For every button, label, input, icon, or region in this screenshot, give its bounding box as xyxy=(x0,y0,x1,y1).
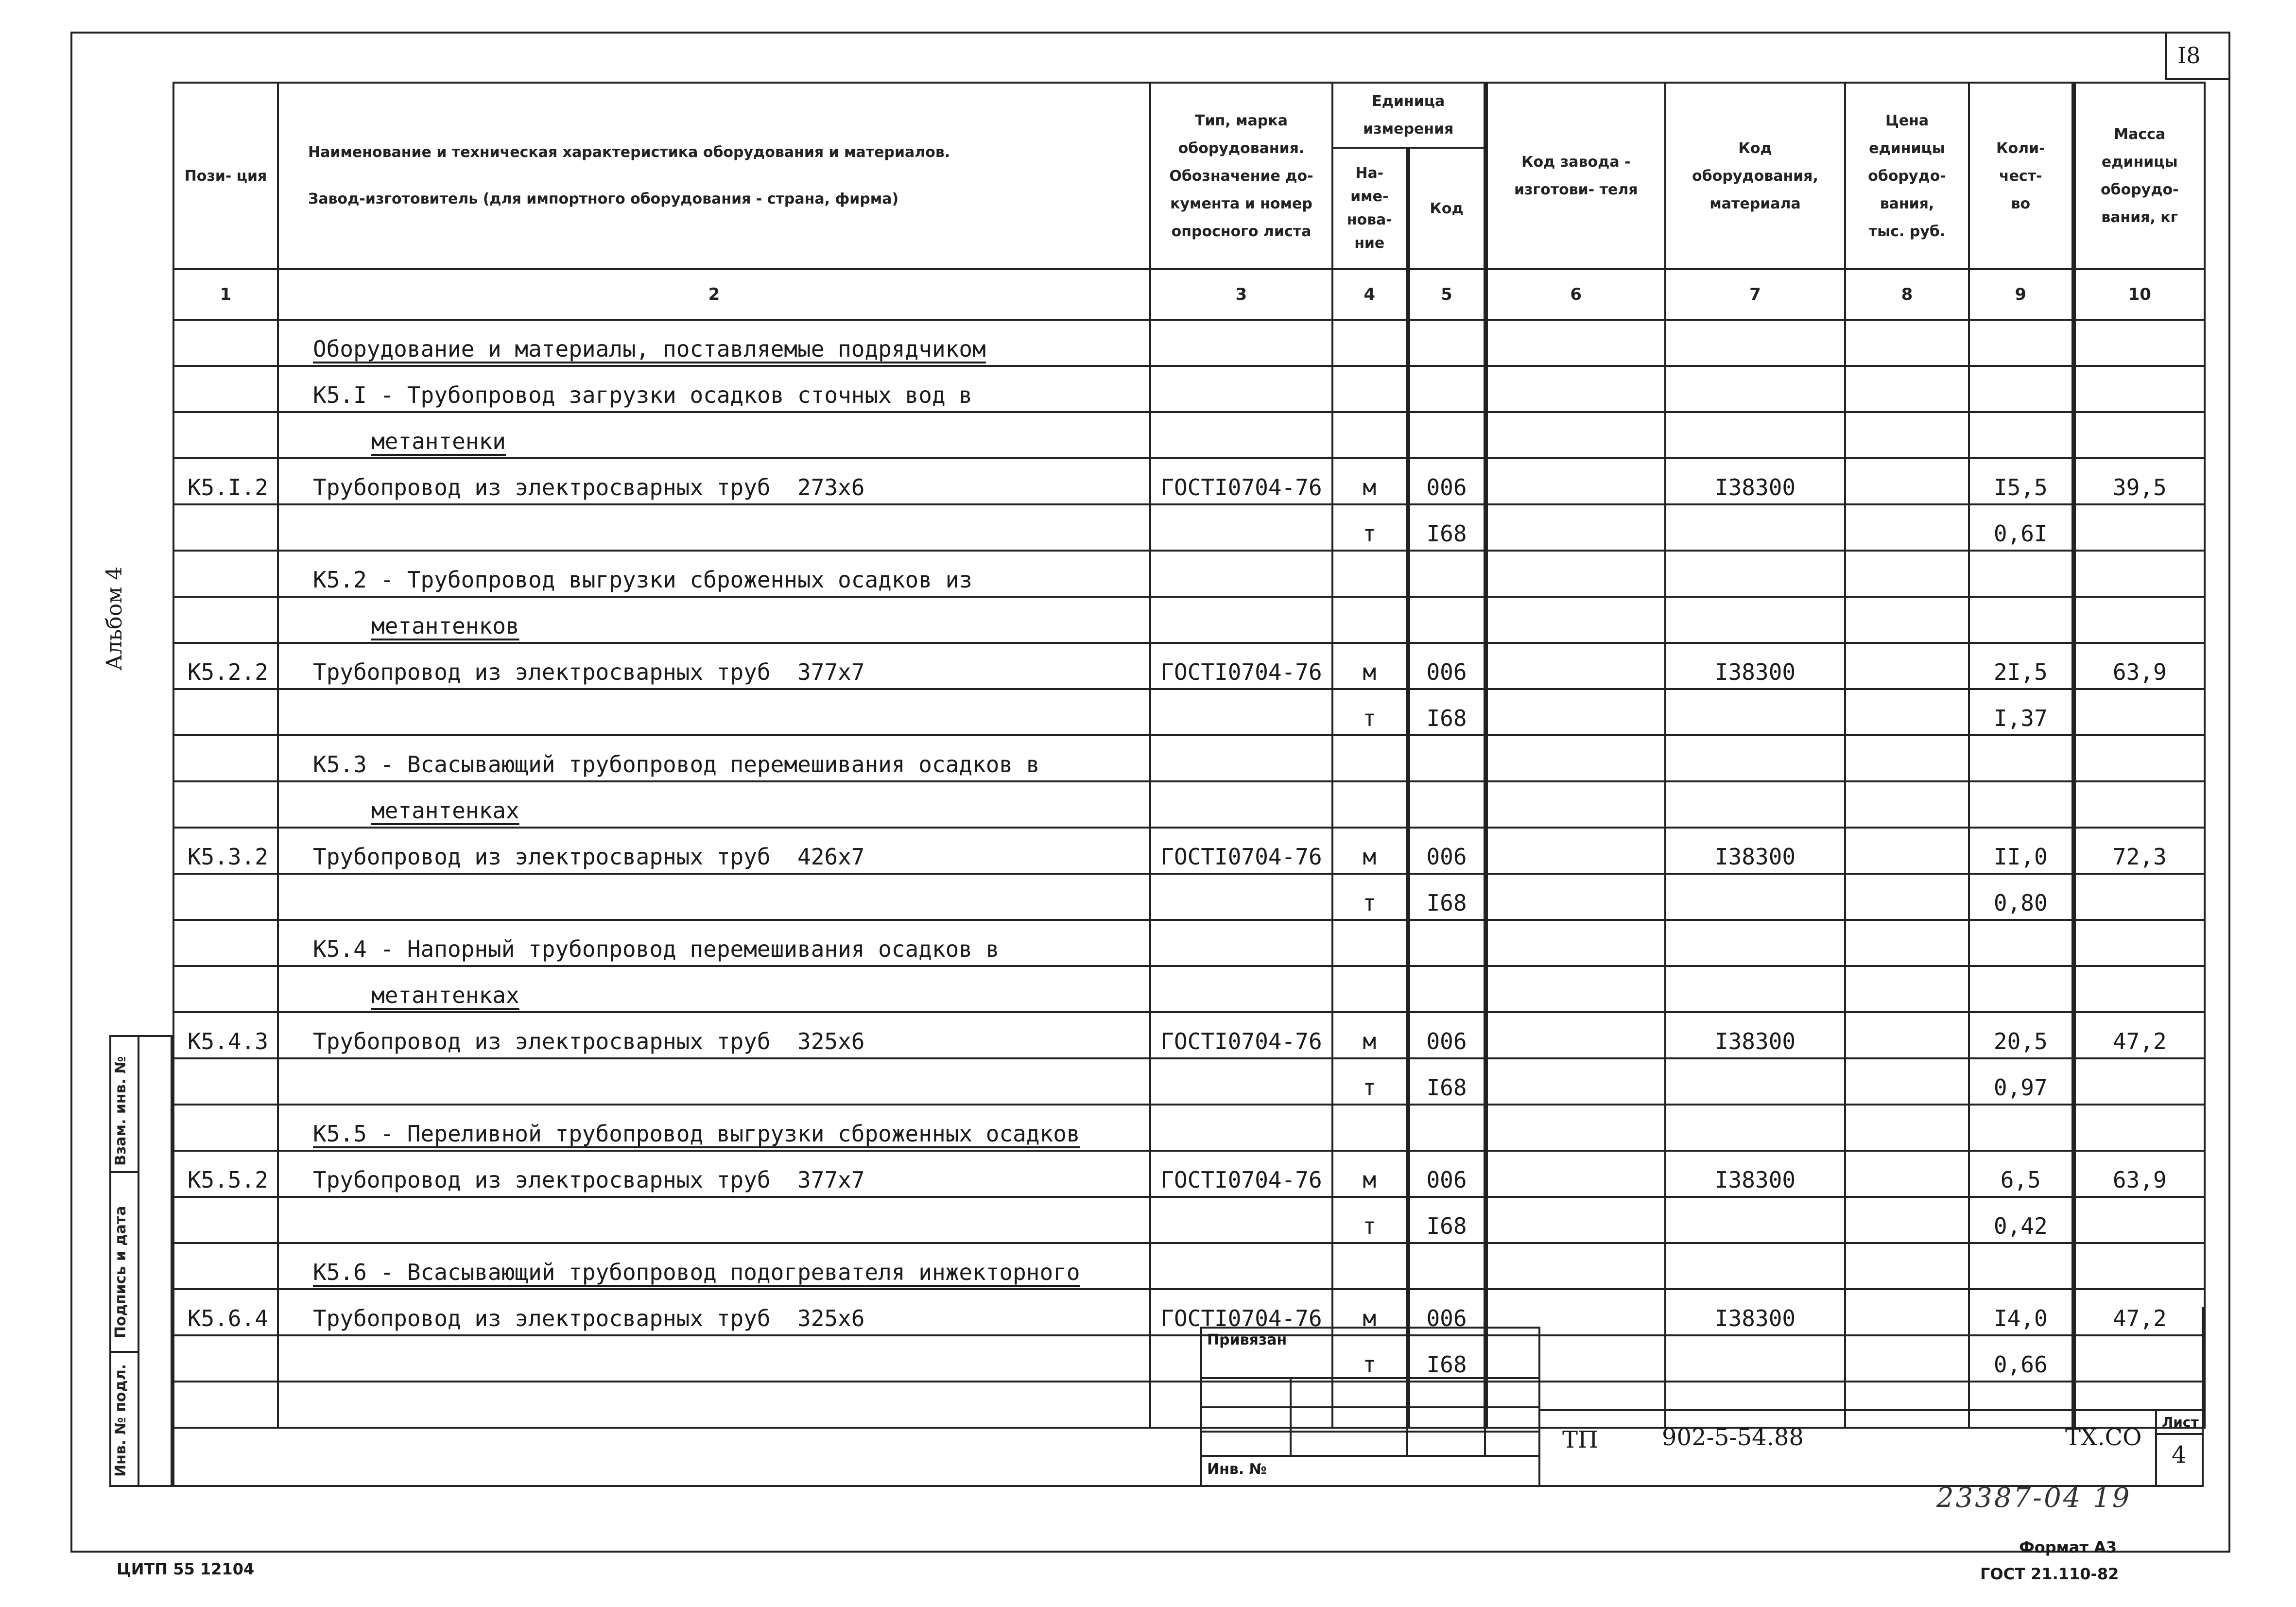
header-position: Пози- ция xyxy=(173,83,278,269)
item-unit-code-2: I68 xyxy=(1408,504,1485,551)
table-row xyxy=(173,828,2205,874)
privyazan-line xyxy=(1202,1455,1538,1457)
sheet-box xyxy=(2155,1409,2204,1487)
item-quantity-2: 0,42 xyxy=(1969,1197,2073,1243)
doc-mark: ТХ.СО xyxy=(2065,1424,2142,1451)
col-number-2: 2 xyxy=(278,269,1150,320)
table-row xyxy=(173,689,2205,735)
header-type: Тип, марка оборудования. Обозначение до- кумента и номер опросного листа xyxy=(1150,83,1332,269)
item-unit-code: 006 xyxy=(1408,643,1485,689)
item-material-code: I38300 xyxy=(1665,1289,1845,1335)
header-name-line2: Завод-изготовитель (для импортного оборудования - страна, фирма) xyxy=(308,190,899,207)
table-row xyxy=(173,551,2205,597)
item-size: 325х6 xyxy=(797,1305,865,1331)
footer-left: ЦИТП 55 12104 xyxy=(117,1560,255,1578)
item-quantity-2: 0,80 xyxy=(1969,874,2073,920)
item-unit-code-2: I68 xyxy=(1408,1058,1485,1105)
section-4-title: К5.4 - Напорный трубопровод перемешивания осадков в xyxy=(313,936,1000,962)
side-cell-inv xyxy=(111,1353,139,1487)
col-number-8: 8 xyxy=(1845,269,1969,320)
handwritten-number: 23387-04 19 xyxy=(1936,1482,2132,1514)
item-unit-code-2: I68 xyxy=(1408,689,1485,735)
item-unit-2: т xyxy=(1332,874,1408,920)
header-price: Цена единицы оборудо- вания, тыс. руб. xyxy=(1845,83,1969,269)
item-material-code: I38300 xyxy=(1665,1012,1845,1058)
header-quantity: Коли- чест- во xyxy=(1969,83,2073,269)
table-row xyxy=(173,1012,2205,1058)
table-row xyxy=(173,1058,2205,1105)
item-unit: м xyxy=(1332,643,1408,689)
item-unit-code-2: I68 xyxy=(1408,874,1485,920)
item-mass: 47,2 xyxy=(2073,1289,2205,1335)
section-6-title: К5.6 - Всасывающий трубопровод подогревателя инжекторного xyxy=(313,1259,1080,1285)
section-3-title-cont: метантенках xyxy=(371,797,519,824)
title-block xyxy=(173,1307,2204,1487)
privyazan-line xyxy=(1202,1431,1538,1433)
item-name: Трубопровод из электросварных труб xyxy=(313,1028,771,1054)
table-row xyxy=(173,781,2205,828)
privyazan-vline xyxy=(1484,1377,1486,1455)
page-number-box xyxy=(2165,32,2230,80)
item-size: 325х6 xyxy=(797,1028,865,1054)
item-quantity: I4,0 xyxy=(1969,1289,2073,1335)
item-type: ГОСТI0704-76 xyxy=(1150,828,1332,874)
header-unit-name: На- име- нова- ние xyxy=(1332,148,1408,269)
table-row xyxy=(173,874,2205,920)
item-position: К5.4.3 xyxy=(173,1012,278,1058)
item-unit-code: 006 xyxy=(1408,458,1485,504)
side-cell-podpis xyxy=(111,1173,139,1353)
item-material-code: I38300 xyxy=(1665,458,1845,504)
section-intro: Оборудование и материалы, поставляемые подрядчиком xyxy=(313,336,986,362)
privyazan-line xyxy=(1202,1377,1538,1379)
section-5-title: К5.5 - Переливной трубопровод выгрузки сброженных осадков xyxy=(313,1121,1080,1147)
item-name: Трубопровод из электросварных труб xyxy=(313,844,771,870)
table-row xyxy=(173,412,2205,458)
sheet-number: 4 xyxy=(2172,1441,2187,1469)
table-row xyxy=(173,597,2205,643)
privyazan-line xyxy=(1202,1406,1538,1408)
section-2-title-cont: метантенков xyxy=(371,613,519,639)
item-mass: 72,3 xyxy=(2073,828,2205,874)
header-unit-group: Единица измерения xyxy=(1332,83,1485,148)
page-number: I8 xyxy=(2177,42,2201,69)
item-unit-code-2: I68 xyxy=(1408,1335,1485,1382)
section-3-title: К5.3 - Всасывающий трубопровод перемешивания осадков в xyxy=(313,751,1040,778)
item-size: 273х6 xyxy=(797,474,865,501)
section-1-title: К5.I - Трубопровод загрузки осадков сточных вод в xyxy=(313,382,973,408)
side-cell-vzam xyxy=(111,1037,139,1173)
table-row xyxy=(173,1151,2205,1197)
item-quantity-2: 0,66 xyxy=(1969,1335,2073,1382)
col-number-4: 4 xyxy=(1332,269,1408,320)
col-number-7: 7 xyxy=(1665,269,1845,320)
table-row xyxy=(173,920,2205,966)
item-type: ГОСТI0704-76 xyxy=(1150,643,1332,689)
item-unit-code: 006 xyxy=(1408,1289,1485,1335)
item-quantity-2: I,37 xyxy=(1969,689,2073,735)
item-material-code: I38300 xyxy=(1665,828,1845,874)
item-mass: 63,9 xyxy=(2073,643,2205,689)
item-name: Трубопровод из электросварных труб xyxy=(313,1167,771,1193)
item-unit: м xyxy=(1332,458,1408,504)
table-row xyxy=(173,320,2205,366)
section-2-title: К5.2 - Трубопровод выгрузки сброженных осадков из xyxy=(313,567,973,593)
item-quantity-2: 0,6I xyxy=(1969,504,2073,551)
privyazan-vline xyxy=(1290,1377,1292,1455)
item-mass: 63,9 xyxy=(2073,1151,2205,1197)
item-quantity: 20,5 xyxy=(1969,1012,2073,1058)
col-number-10: 10 xyxy=(2073,269,2205,320)
doc-number: 902-5-54.88 xyxy=(1662,1424,1804,1451)
item-quantity: 2I,5 xyxy=(1969,643,2073,689)
inv-no-label: Инв. № xyxy=(1207,1461,1267,1478)
section-1-title-cont: метантенки xyxy=(371,428,506,454)
table-row xyxy=(173,643,2205,689)
col-number-9: 9 xyxy=(1969,269,2073,320)
item-type: ГОСТI0704-76 xyxy=(1150,1012,1332,1058)
item-unit-code: 006 xyxy=(1408,1012,1485,1058)
item-unit: м xyxy=(1332,1012,1408,1058)
album-label: Альбом 4 xyxy=(102,566,127,671)
item-position: К5.I.2 xyxy=(173,458,278,504)
table-row xyxy=(173,1197,2205,1243)
side-label-podpis: Подпись и дата xyxy=(112,1206,129,1338)
sheet-box-line xyxy=(2157,1433,2202,1435)
item-size: 426х7 xyxy=(797,844,865,870)
item-quantity-2: 0,97 xyxy=(1969,1058,2073,1105)
item-unit: м xyxy=(1332,1151,1408,1197)
specification-table xyxy=(173,82,2206,1429)
header-name xyxy=(278,83,1150,269)
item-type: ГОСТI0704-76 xyxy=(1150,1289,1332,1335)
item-type: ГОСТI0704-76 xyxy=(1150,458,1332,504)
item-unit-2: т xyxy=(1332,504,1408,551)
item-position: К5.6.4 xyxy=(173,1289,278,1335)
item-name: Трубопровод из электросварных труб xyxy=(313,659,771,685)
privyazan-vline xyxy=(1406,1377,1408,1455)
item-unit-2: т xyxy=(1332,1197,1408,1243)
item-type: ГОСТI0704-76 xyxy=(1150,1151,1332,1197)
doc-strip-line xyxy=(1540,1409,2204,1411)
item-unit-2: т xyxy=(1332,1058,1408,1105)
sheet-label: Лист xyxy=(2162,1414,2199,1430)
header-mass: Масса единицы оборудо- вания, кг xyxy=(2073,83,2205,269)
item-position: К5.5.2 xyxy=(173,1151,278,1197)
item-quantity: I5,5 xyxy=(1969,458,2073,504)
col-number-6: 6 xyxy=(1485,269,1665,320)
col-number-5: 5 xyxy=(1408,269,1485,320)
footer-gost: ГОСТ 21.110-82 xyxy=(1980,1565,2119,1583)
header-unit-code: Код xyxy=(1408,148,1485,269)
item-position: К5.2.2 xyxy=(173,643,278,689)
table-row xyxy=(173,1243,2205,1289)
footer-format: Формат А3 xyxy=(2019,1538,2117,1556)
table-row xyxy=(173,458,2205,504)
item-position: К5.3.2 xyxy=(173,828,278,874)
item-unit-code: 006 xyxy=(1408,828,1485,874)
table-row xyxy=(173,366,2205,412)
table-row xyxy=(173,966,2205,1012)
item-quantity: 6,5 xyxy=(1969,1151,2073,1197)
header-row-1 xyxy=(173,83,2205,148)
item-size: 377х7 xyxy=(797,659,865,685)
item-unit: м xyxy=(1332,828,1408,874)
side-label-inv: Инв. № подл. xyxy=(112,1364,129,1477)
item-size: 377х7 xyxy=(797,1167,865,1193)
side-stamp xyxy=(109,1035,173,1487)
privyazan-box xyxy=(1200,1327,1540,1487)
tp-label: ТП xyxy=(1562,1426,1598,1453)
item-mass: 39,5 xyxy=(2073,458,2205,504)
table-row xyxy=(173,1105,2205,1151)
header-name-line1: Наименование и техническая характеристика оборудования и материалов. xyxy=(308,144,950,161)
privyazan-label: Привязан xyxy=(1207,1331,1287,1348)
item-unit-code-2: I68 xyxy=(1408,1197,1485,1243)
item-name: Трубопровод из электросварных труб xyxy=(313,474,771,501)
header-number-row xyxy=(173,269,2205,320)
header-material-code: Код оборудования, материала xyxy=(1665,83,1845,269)
header-factory-code: Код завода - изготови- теля xyxy=(1485,83,1665,269)
item-material-code: I38300 xyxy=(1665,1151,1845,1197)
item-unit: м xyxy=(1332,1289,1408,1335)
col-number-1: 1 xyxy=(173,269,278,320)
table-row xyxy=(173,735,2205,781)
item-name: Трубопровод из электросварных труб xyxy=(313,1305,771,1331)
item-unit-code: 006 xyxy=(1408,1151,1485,1197)
item-quantity: II,0 xyxy=(1969,828,2073,874)
item-mass: 47,2 xyxy=(2073,1012,2205,1058)
table-row xyxy=(173,504,2205,551)
section-4-title-cont: метантенках xyxy=(371,982,519,1008)
item-unit-2: т xyxy=(1332,1335,1408,1382)
item-material-code: I38300 xyxy=(1665,643,1845,689)
item-unit-2: т xyxy=(1332,689,1408,735)
col-number-3: 3 xyxy=(1150,269,1332,320)
side-label-vzam: Взам. инв. № xyxy=(112,1056,129,1166)
